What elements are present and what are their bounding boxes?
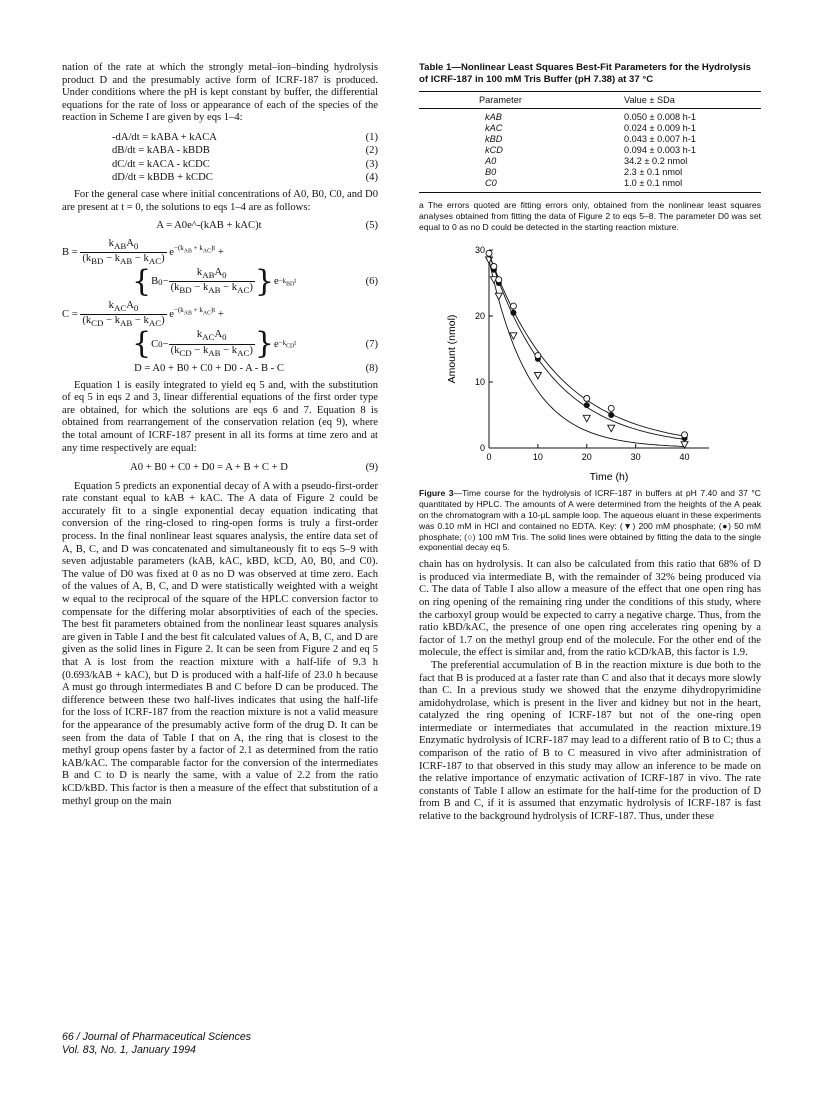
table-row xyxy=(419,178,761,193)
table-row xyxy=(419,145,761,156)
table-cell-value: 1.0 ± 0.1 nmol xyxy=(590,178,761,193)
table-header-parameter: Parameter xyxy=(419,92,590,109)
left-column: nation of the rate at which the strongly metal–ion–binding hydrolysis product D and the presumably active form of ICRF-187 is produced. Under conditions where the pH is kept constant by buffer, the differential equations for the rate of loss or appearance of each of the species of the reaction in Scheme I are given by eqs 1–4: -dA/dt = kABA + kACA (1) dB/dt = kABA - kBDB (2) dC/dt = kACA - kCDC (3) dD/dt = kBDB + kCDC (4) For the general case where initial concentrations of A0, B0, C0, and D0 are present at t = 0, the solutions to eqs 1–4 are as follows: A = A0e^-(kAB + kAC)t (5) B = $\frac{k_{AB}A_0}{(k_{BD} - k_{AB} - k_{AC})}$ $e^{-(k_{AB} + k_{AC})t}$ + { B 0 − $\frac{k_{AB}A_0}{(k_{BD} - k_{AB} - k_{AC})}$ } e $-k_{BD}t$ (6) C = $\frac{k_{AC}A_0}{(k_{CD} - k_{AB} - k_{AC})}$ $e^{-(k_{AB} + k_{AC})t}$ + { C 0 − $\frac{k_{AC}A_0}{(k_{CD} - k_{AB} - k_{AC})}$ } e $-k_{CD}t$ (7) D = A0 + B0 + C0 + D0 - A - B - C (8) Equation 1 is easily integrated to yield eq 5 and, with the substitution of eq 5 in eqs 2 and 3, linear differential equations of the first order type are obtained, for which the solutions are eqs 6 and 7. Equation 8 is obtained from rearrangement of the conservation relation (eq 9), where the total amount of ICRF-187 present in all its forms at time zero and at any time respectively are equal: A0 + B0 + C0 + D0 = A + B + C + D (9) Equation 5 predicts an exponential decay of A with a pseudo-first-order rate constant equal to kAB + kAC. The A data of Figure 2 could be accurately fit to a single exponential decay equation indicating that conversion of the ring-closed to ring-open forms is truly a first-order process. In the final nonlinear least squares analysis, the entire data set of A, B, C, and D was concatenated and simultaneously fit to eqs 5–9 with seven adjustable parameters (kAB, kAC, kBD, kCD, A0, B0, and C0). The value of D0 was fixed at 0 as no D was observed at time zero. Each of the values of A, B, C, and D were statistically weighted with a weight w equal to the reciprocal of the square of the HPLC conversion factor to compensate for the differing molar absorptivities of each of the species. The best fit parameters obtained from the nonlinear least squares analysis are given in Table I and the best fit calculated values of A, B, C, and D are given as the solid lines in Figure 2. It can be seen from Figure 2 and eq 5 that A is lost from the reaction mixture with a half-life of 9.3 h (0.693/kAB + kAC), but D is produced with a half-life of 23.0 h because A must go through intermediates B and C before D can be produced. The difference between these two half-lives indicates that using the half-life for the loss of ICRF-187 from the reaction mixture is not a valid measure for the appearance of the presumably active form of the drug D. It can be seen from the data of Table I that on A, the ring that is closest to the methyl group opens faster by a factor of 2.1 as determined from the ratio kAB/kAC. The comparable factor for the conversion of the intermediates B and C to D is nearly the same, with a value of 2.2 from the ratio kCD/kBD. This factor is then a measure of the effect that substitution of a methyl group on the main xyxy=(62,62,378,807)
table-row xyxy=(419,134,761,145)
paragraph: nation of the rate at which the strongly metal–ion–binding hydrolysis product D and the presumably active form of ICRF-187 is produced. Under conditions where the pH is kept constant by buffer, the differential equations for the rate of loss or appearance of each of the species of the reaction in Scheme I are given by eqs 1–4: xyxy=(62,62,378,124)
table-row xyxy=(419,167,761,178)
data-point xyxy=(681,442,688,449)
table-cell-parameter: kBD xyxy=(485,134,503,144)
table-cell-parameter: C0 xyxy=(419,178,590,193)
fit-line xyxy=(489,254,685,440)
data-point xyxy=(534,373,541,380)
table-header-value: Value ± SDa xyxy=(590,92,761,109)
data-point xyxy=(682,432,688,438)
table-footnote: a The errors quoted are fitting errors only, obtained from the nonlinear least squares analyses obtained from fitting the data of Figure 2 to eqs 5–8. The parameter D0 was set equal to 0 as no D could be detected in the starting reaction mixture. xyxy=(419,200,761,232)
data-point xyxy=(535,353,541,359)
table-cell-value: 0.050 ± 0.008 h-1 xyxy=(624,112,696,122)
table-row xyxy=(419,156,761,167)
equation-1: -dA/dt = kABA + kACA xyxy=(112,131,217,143)
table-cell-value: 0.094 ± 0.003 h-1 xyxy=(624,145,696,155)
parameter-table xyxy=(419,91,761,193)
data-point xyxy=(495,294,502,301)
table-cell-parameter: kAB xyxy=(485,112,502,122)
x-tick-label: 40 xyxy=(679,452,690,463)
table-cell-value: 2.3 ± 0.1 nmol xyxy=(624,167,683,177)
x-tick-label: 20 xyxy=(581,452,592,463)
data-point xyxy=(496,277,502,283)
data-point xyxy=(584,396,590,402)
y-tick-label: 20 xyxy=(474,311,485,322)
figure-3-chart xyxy=(419,236,761,488)
table-cell-parameter: kCD xyxy=(485,145,503,155)
data-point xyxy=(491,264,497,270)
data-point xyxy=(510,303,516,309)
table-row xyxy=(419,109,761,124)
data-point xyxy=(486,251,492,257)
x-tick-label: 10 xyxy=(532,452,543,463)
x-tick-label: 30 xyxy=(630,452,641,463)
caption-text: —Time course for the hydrolysis of ICRF-187 in buffers at pH 7.40 and 37 °C quantitated by HPLC. The amounts of A were determined from the heights of the A peak on the chromatogram with a 10-μL sample loop. The aqueous eluant in these experiments was 0.10 mM in HCl and contained no EDTA. Key: (▼) 200 mM phosphate; (●) 50 mM phosphate; (○) 100 mM Tris. The solid lines were obtained by fitting the data to the single exponential decay eq 5. xyxy=(419,488,761,553)
data-point xyxy=(608,406,614,412)
table-row xyxy=(419,123,761,134)
figure-caption xyxy=(419,488,761,553)
x-tick-label: 0 xyxy=(486,452,492,463)
paragraph: chain has on hydrolysis. It can also be calculated from this ratio that 68% of D is produced via intermediate B, with the remainder of 32% being produced via C. The data of Table I also allow a measure of the effect that one open ring has on ring opening of the remaining ring under the conditions of this study, where the carboxyl group would be expected to carry a negative charge. Thus, from the ratio kBD/kAC, the presence of one open ring accelerates ring opening by a factor of 1.7 on the methyl group end of the molecule. For the other end of the molecule, the effect is similar and, from the ratio kCD/kAB, this factor is 1.9. xyxy=(419,559,761,659)
right-column xyxy=(419,62,761,824)
equations-1-4: -dA/dt = kABA + kACA (1) dB/dt = kABA - kBDB (2) dC/dt = kACA - kCDC (3) dD/dt = kBDB + kCDC (4) xyxy=(62,131,378,185)
equation-7: C = $\frac{k_{AC}A_0}{(k_{CD} - k_{AB} - k_{AC})}$ $e^{-(k_{AB} + k_{AC})t}$ + { C 0 − $\frac{k_{AC}A_0}{(k_{CD} - k_{AB} - k_{AC})}$ } e $-k_{CD}t$ (7) xyxy=(62,299,378,362)
equation-5: A = A0e^-(kAB + kAC)t xyxy=(156,220,262,232)
equation-9: A0 + B0 + C0 + D0 = A + B + C + D xyxy=(130,462,288,474)
table-cell-value: 34.2 ± 0.2 nmol xyxy=(624,156,688,166)
table-cell-parameter: A0 xyxy=(485,156,497,166)
paragraph: Equation 5 predicts an exponential decay of A with a pseudo-first-order rate constant equal to kAB + kAC. The A data of Figure 2 could be accurately fit to a single exponential decay equation indicating that conversion of the ring-closed to ring-open forms is truly a first-order process. In the final nonlinear least squares analysis, the entire data set of A, B, C, and D was concatenated and simultaneously fit to eqs 5–9 with seven adjustable parameters (kAB, kAC, kBD, kCD, A0, B0, and C0). The value of D0 was fixed at 0 as no D was observed at time zero. Each of the values of A, B, C, and D were statistically weighted with a weight w equal to the reciprocal of the square of the HPLC conversion factor to compensate for the differing molar absorptivities of each of the species. The best fit parameters obtained from the nonlinear least squares analysis are given in Table I and the best fit calculated values of A, B, C, and D are given as the solid lines in Figure 2. It can be seen from Figure 2 and eq 5 that A is lost from the reaction mixture with a half-life of 9.3 h (0.693/kAB + kAC), but D is produced with a half-life of 23.0 h because A must go through intermediates B and C before D can be produced. The difference between these two half-lives indicates that using the half-life for the loss of ICRF-187 from the reaction mixture is not a valid measure for the appearance of the presumably active form of the drug D. It can be seen from the data of Table I that on A, the ring that is closest to the methyl group opens faster by a factor of 2.1 as determined from the ratio kAB/kAC. The comparable factor for the conversion of the intermediates B and C to D is nearly the same, with a value of 2.2 from the ratio kCD/kBD. This factor is then a measure of the effect that substitution of a methyl group on the main xyxy=(62,480,378,807)
footer-volume: Vol. 83, No. 1, January 1994 xyxy=(62,1044,196,1056)
page-footer xyxy=(62,1031,251,1057)
y-tick-label: 30 xyxy=(474,245,485,256)
x-axis-label: Time (h) xyxy=(589,471,629,484)
paragraph: Equation 1 is easily integrated to yield eq 5 and, with the substitution of eq 5 in eqs 2 and 3, linear differential equations of the first order type are obtained, for which the solutions are eqs 6 and 7. Equation 8 is obtained from rearrangement of the conservation relation (eq 9), where the total amount of ICRF-187 present in all its forms at time zero and at any time respectively are equal: xyxy=(62,379,378,454)
data-point xyxy=(584,402,590,408)
data-point xyxy=(583,416,590,423)
caption-label: Figure 3 xyxy=(419,488,454,499)
fit-line xyxy=(489,254,685,437)
paragraph: The preferential accumulation of B in the reaction mixture is due both to the fact that B is produced at a faster rate than C and also that it decays more slowly than C. In a previous study we showed that the enzyme dihydropyrimidine amidohydrolase, which is present in the liver and kidney but not in the heart, catalyzed the ring opening of ICRF-187 but not of the one-ring open intermediate or intermediates that accumulated in the reaction mixture.19 Enzymatic hydrolysis of ICRF-187 may lead to a different ratio of B to C; thus a comparison of the ratio of B to C measured in vivo after administration of ICRF-187 to that observed in this study may allow an inference to be made on the relative importance of enzymatic activation of ICRF-187 in vivo. The rate constants of Table I allow an estimate for the half-time for the production of D from B and C, if it is assumed that enzymatic hydrolysis of ICRF-187 is fast relative to the background hydrolysis of ICRF-187. Thus, under these xyxy=(419,659,761,823)
equation-4: dD/dt = kBDB + kCDC xyxy=(112,172,213,184)
y-tick-label: 0 xyxy=(479,443,485,454)
y-tick-label: 10 xyxy=(474,377,485,388)
paragraph: For the general case where initial concentrations of A0, B0, C0, and D0 are present at t = 0, the solutions to eqs 1–4 are as follows: xyxy=(62,188,378,213)
equation-8: D = A0 + B0 + C0 + D0 - A - B - C xyxy=(134,363,284,375)
data-point xyxy=(608,426,615,433)
equation-6: B = $\frac{k_{AB}A_0}{(k_{BD} - k_{AB} - k_{AC})}$ $e^{-(k_{AB} + k_{AC})t}$ + { B 0 − $\frac{k_{AB}A_0}{(k_{BD} - k_{AB} - k_{AC})}$ } e $-k_{BD}t$ (6) xyxy=(62,237,378,299)
table-cell-parameter: B0 xyxy=(485,167,497,177)
table-cell-parameter: kAC xyxy=(485,123,503,133)
equation-3: dC/dt = kACA - kCDC xyxy=(112,158,210,170)
table-title: Table 1—Nonlinear Least Squares Best-Fit Parameters for the Hydrolysis of ICRF-187 in 100 mM Tris Buffer (pH 7.38) at 37 °C xyxy=(419,62,751,85)
table-cell-value: 0.043 ± 0.007 h-1 xyxy=(624,134,696,144)
footer-journal: 66 / Journal of Pharmaceutical Sciences xyxy=(62,1031,252,1043)
y-axis-label: Amount (nmol) xyxy=(446,314,458,384)
table-cell-value: 0.024 ± 0.009 h-1 xyxy=(624,123,696,133)
equation-2: dB/dt = kABA - kBDB xyxy=(112,145,210,157)
